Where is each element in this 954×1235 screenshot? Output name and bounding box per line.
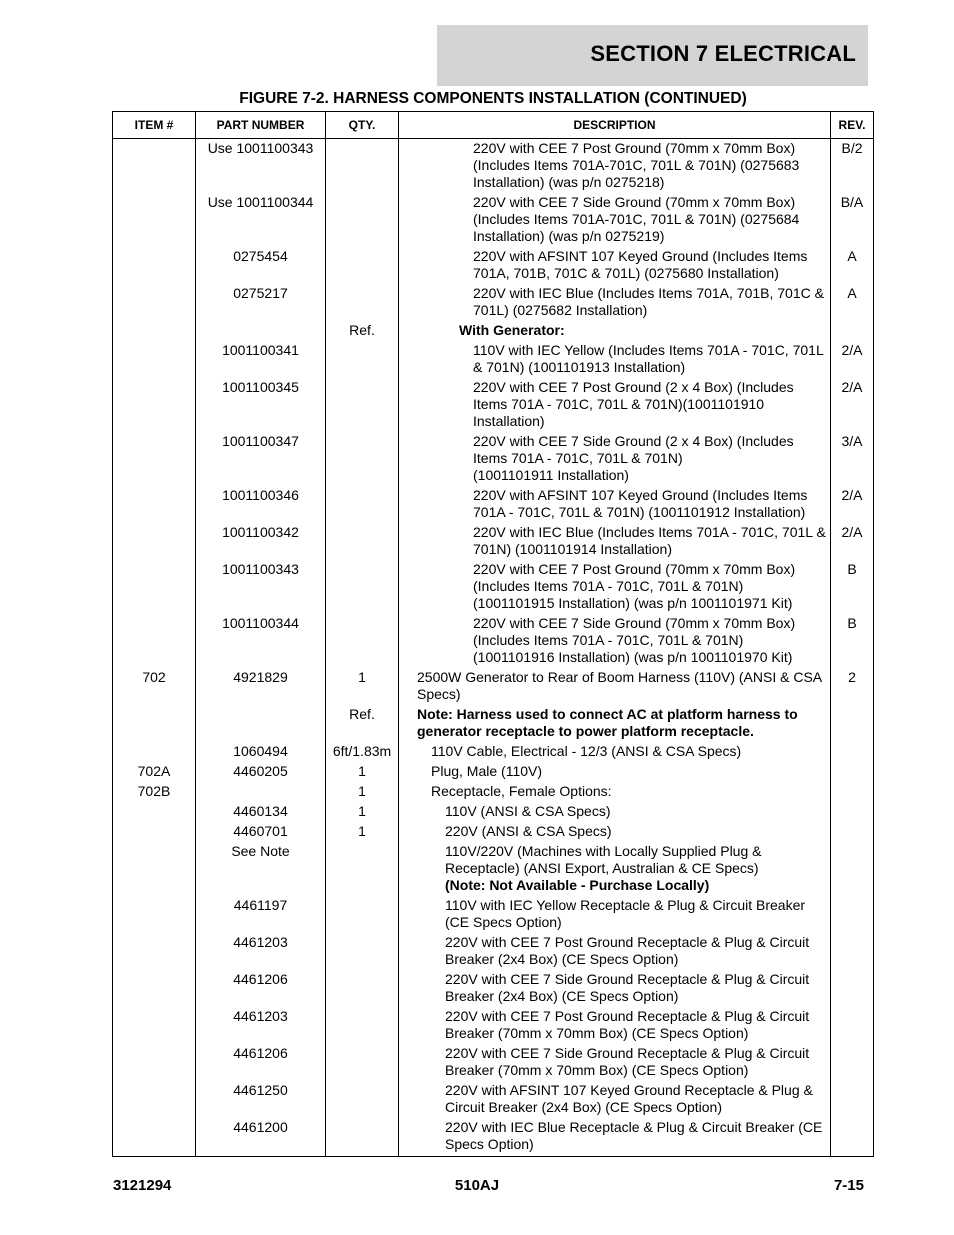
qty-cell — [326, 1008, 399, 1042]
description-text: 220V with IEC Blue Receptacle & Plug & Circuit Breaker (CE Specs Option) — [445, 1119, 823, 1152]
qty-cell: Ref. — [326, 322, 399, 339]
qty-cell: 1 — [326, 763, 399, 780]
item-cell — [113, 322, 196, 339]
description-text: 220V (ANSI & CSA Specs) — [445, 823, 612, 839]
part-number-cell: 4461206 — [196, 1045, 326, 1079]
column-header-part-number: PART NUMBER — [196, 112, 326, 139]
description-cell — [399, 615, 831, 666]
description-text: Plug, Male (110V) — [431, 763, 543, 779]
item-cell — [113, 615, 196, 666]
footer-model: 510AJ — [454, 1177, 500, 1194]
part-number-cell — [196, 783, 326, 800]
description-cell — [399, 669, 831, 703]
part-number-cell: Use 1001100343 — [196, 139, 326, 192]
table-row — [113, 379, 874, 430]
column-header-description: DESCRIPTION — [399, 112, 831, 139]
description-text: 220V with CEE 7 Post Ground Receptacle & Plug & Circuit Breaker (70mm x 70mm Box) (CE Specs Option) — [445, 1008, 810, 1041]
description-text: 220V with CEE 7 Side Ground (2 x 4 Box) (Includes Items 701A - 701C, 701L & 701N) — [473, 433, 794, 466]
item-cell — [113, 1045, 196, 1079]
rev-cell: B — [831, 615, 874, 666]
description-cell — [399, 1082, 831, 1116]
item-cell — [113, 561, 196, 612]
item-cell: 702B — [113, 783, 196, 800]
qty-cell — [326, 971, 399, 1005]
part-number-cell: 1060494 — [196, 743, 326, 760]
part-number-cell: 4461203 — [196, 1008, 326, 1042]
description-text: 220V with CEE 7 Side Ground (70mm x 70mm Box) (Includes Items 701A-701C, 701L & 701N) (0275684 Installation) (was p/n 0275219) — [473, 194, 800, 244]
description-cell — [399, 561, 831, 612]
rev-cell — [831, 1045, 874, 1079]
section-header — [437, 25, 868, 86]
table-row — [113, 934, 874, 968]
item-cell — [113, 194, 196, 245]
item-cell — [113, 934, 196, 968]
qty-cell — [326, 433, 399, 484]
table-row — [113, 823, 874, 840]
footer-doc-number: 3121294 — [113, 1177, 172, 1194]
item-cell — [113, 803, 196, 820]
parts-table — [112, 111, 874, 1157]
rev-cell — [831, 763, 874, 780]
item-cell — [113, 524, 196, 558]
table-row — [113, 561, 874, 612]
table-row — [113, 843, 874, 894]
column-header-item: ITEM # — [113, 112, 196, 139]
part-number-cell: Use 1001100344 — [196, 194, 326, 245]
column-header-rev: REV. — [831, 112, 874, 139]
table-row — [113, 524, 874, 558]
qty-cell — [326, 487, 399, 521]
rev-cell — [831, 743, 874, 760]
part-number-cell: 1001100343 — [196, 561, 326, 612]
rev-cell — [831, 706, 874, 740]
column-header-qty: QTY. — [326, 112, 399, 139]
description-text: 220V with IEC Blue (Includes Items 701A, 701B, 701C & 701L) (0275682 Installation) — [473, 285, 824, 318]
table-row — [113, 803, 874, 820]
rev-cell — [831, 1082, 874, 1116]
qty-cell — [326, 379, 399, 430]
description-text: 220V with AFSINT 107 Keyed Ground Receptacle & Plug & Circuit Breaker (2x4 Box) (CE Specs Option) — [445, 1082, 813, 1115]
table-row — [113, 615, 874, 666]
table-row — [113, 487, 874, 521]
qty-cell — [326, 139, 399, 192]
description-extra-line: (1001101915 Installation) (was p/n 1001101971 Kit) — [473, 595, 793, 611]
qty-cell — [326, 194, 399, 245]
qty-cell — [326, 285, 399, 319]
rev-cell — [831, 1119, 874, 1157]
qty-cell — [326, 524, 399, 558]
description-cell — [399, 971, 831, 1005]
qty-cell: 1 — [326, 803, 399, 820]
description-text: 220V with CEE 7 Side Ground Receptacle & Plug & Circuit Breaker (70mm x 70mm Box) (CE Specs Option) — [445, 1045, 810, 1078]
description-cell — [399, 322, 831, 339]
figure-title: FIGURE 7-2. HARNESS COMPONENTS INSTALLATION (CONTINUED) — [239, 90, 747, 107]
description-cell — [399, 803, 831, 820]
description-cell — [399, 433, 831, 484]
item-cell — [113, 823, 196, 840]
rev-cell — [831, 1008, 874, 1042]
table-row — [113, 139, 874, 192]
item-cell: 702 — [113, 669, 196, 703]
part-number-cell: 1001100344 — [196, 615, 326, 666]
rev-cell — [831, 322, 874, 339]
table-row — [113, 285, 874, 319]
description-cell — [399, 763, 831, 780]
item-cell — [113, 487, 196, 521]
description-cell — [399, 783, 831, 800]
table-row — [113, 1008, 874, 1042]
rev-cell: 2/A — [831, 379, 874, 430]
qty-cell: 1 — [326, 783, 399, 800]
description-cell — [399, 706, 831, 740]
table-row — [113, 248, 874, 282]
rev-cell: 2/A — [831, 524, 874, 558]
table-row — [113, 1119, 874, 1157]
rev-cell — [831, 897, 874, 931]
table-row — [113, 1082, 874, 1116]
part-number-cell: 1001100345 — [196, 379, 326, 430]
table-row — [113, 763, 874, 780]
part-number-cell: 4461206 — [196, 971, 326, 1005]
item-cell — [113, 1008, 196, 1042]
description-text: 220V with AFSINT 107 Keyed Ground (Includes Items 701A - 701C, 701L & 701N) (1001101912 Installation) — [473, 487, 808, 520]
part-number-cell: 4460701 — [196, 823, 326, 840]
description-text: 220V with AFSINT 107 Keyed Ground (Includes Items 701A, 701B, 701C & 701L) (0275680 Installation) — [473, 248, 808, 281]
description-cell — [399, 524, 831, 558]
description-text: 220V with IEC Blue (Includes Items 701A - 701C, 701L & 701N) (1001101914 Installation) — [473, 524, 826, 557]
description-text: 220V with CEE 7 Post Ground Receptacle & Plug & Circuit Breaker (2x4 Box) (CE Specs Option) — [445, 934, 810, 967]
qty-cell: 1 — [326, 823, 399, 840]
section-title: SECTION 7 ELECTRICAL — [590, 41, 856, 66]
table-row — [113, 669, 874, 703]
item-cell: 702A — [113, 763, 196, 780]
part-number-cell: 4460134 — [196, 803, 326, 820]
table-row — [113, 971, 874, 1005]
part-number-cell: 1001100341 — [196, 342, 326, 376]
part-number-cell: 1001100346 — [196, 487, 326, 521]
description-text: 220V with CEE 7 Side Ground (70mm x 70mm Box) (Includes Items 701A - 701C, 701L & 701N) — [473, 615, 796, 648]
qty-cell — [326, 342, 399, 376]
description-cell — [399, 934, 831, 968]
table-row — [113, 433, 874, 484]
item-cell — [113, 433, 196, 484]
qty-cell: 6ft/1.83m — [326, 743, 399, 760]
part-number-cell — [196, 706, 326, 740]
rev-cell — [831, 803, 874, 820]
table-row — [113, 783, 874, 800]
qty-cell — [326, 561, 399, 612]
description-cell — [399, 379, 831, 430]
rev-cell: 2 — [831, 669, 874, 703]
item-cell — [113, 342, 196, 376]
description-text: With Generator: — [459, 322, 565, 338]
part-number-cell: 1001100347 — [196, 433, 326, 484]
rev-cell: B/2 — [831, 139, 874, 192]
item-cell — [113, 897, 196, 931]
rev-cell — [831, 783, 874, 800]
part-number-cell: 0275217 — [196, 285, 326, 319]
description-text: Receptacle, Female Options: — [431, 783, 612, 799]
part-number-cell: 1001100342 — [196, 524, 326, 558]
item-cell — [113, 743, 196, 760]
item-cell — [113, 706, 196, 740]
description-cell — [399, 139, 831, 192]
description-text: 220V with CEE 7 Post Ground (2 x 4 Box) (Includes Items 701A - 701C, 701L & 701N)(1001101910 Installation) — [473, 379, 794, 429]
qty-cell — [326, 1045, 399, 1079]
description-cell — [399, 743, 831, 760]
part-number-cell — [196, 322, 326, 339]
rev-cell: B — [831, 561, 874, 612]
rev-cell — [831, 971, 874, 1005]
description-cell — [399, 487, 831, 521]
qty-cell — [326, 248, 399, 282]
item-cell — [113, 285, 196, 319]
item-cell — [113, 1082, 196, 1116]
qty-cell — [326, 1082, 399, 1116]
table-row — [113, 743, 874, 760]
part-number-cell: See Note — [196, 843, 326, 894]
table-row — [113, 194, 874, 245]
table-body — [113, 139, 874, 1157]
table-row — [113, 706, 874, 740]
rev-cell — [831, 843, 874, 894]
description-cell — [399, 285, 831, 319]
rev-cell: 2/A — [831, 342, 874, 376]
qty-cell: 1 — [326, 669, 399, 703]
item-cell — [113, 1119, 196, 1157]
item-cell — [113, 379, 196, 430]
rev-cell: 2/A — [831, 487, 874, 521]
item-cell — [113, 139, 196, 192]
part-number-cell: 0275454 — [196, 248, 326, 282]
qty-cell — [326, 1119, 399, 1157]
table-row — [113, 1045, 874, 1079]
part-number-cell: 4460205 — [196, 763, 326, 780]
rev-cell: A — [831, 248, 874, 282]
description-text: 110V/220V (Machines with Locally Supplied Plug & Receptacle) (ANSI Export, Australian & CE Specs) — [445, 843, 762, 876]
qty-cell — [326, 897, 399, 931]
description-cell — [399, 1008, 831, 1042]
description-cell — [399, 194, 831, 245]
rev-cell: A — [831, 285, 874, 319]
part-number-cell: 4461200 — [196, 1119, 326, 1157]
description-cell — [399, 843, 831, 894]
item-cell — [113, 248, 196, 282]
part-number-cell: 4921829 — [196, 669, 326, 703]
description-extra-line: (1001101916 Installation) (was p/n 1001101970 Kit) — [473, 649, 793, 665]
description-text: 2500W Generator to Rear of Boom Harness (110V) (ANSI & CSA Specs) — [417, 669, 822, 702]
description-text: 220V with CEE 7 Post Ground (70mm x 70mm Box) (Includes Items 701A-701C, 701L & 701N) (0275683 Installation) (was p/n 0275218) — [473, 140, 800, 190]
rev-cell — [831, 823, 874, 840]
description-cell — [399, 342, 831, 376]
table-row — [113, 322, 874, 339]
description-cell — [399, 823, 831, 840]
description-text: 220V with CEE 7 Post Ground (70mm x 70mm Box) (Includes Items 701A - 701C, 701L & 701N) — [473, 561, 796, 594]
rev-cell: B/A — [831, 194, 874, 245]
qty-cell: Ref. — [326, 706, 399, 740]
footer-page-number: 7-15 — [833, 1177, 864, 1194]
description-cell — [399, 1045, 831, 1079]
qty-cell — [326, 843, 399, 894]
item-cell — [113, 971, 196, 1005]
description-extra-line: (1001101911 Installation) — [473, 467, 629, 483]
description-text: 220V with CEE 7 Side Ground Receptacle & Plug & Circuit Breaker (2x4 Box) (CE Specs Option) — [445, 971, 810, 1004]
part-number-cell: 4461197 — [196, 897, 326, 931]
description-cell — [399, 1119, 831, 1157]
table-header-row — [113, 112, 874, 139]
description-cell — [399, 248, 831, 282]
qty-cell — [326, 934, 399, 968]
item-cell — [113, 843, 196, 894]
description-text: 110V (ANSI & CSA Specs) — [445, 803, 611, 819]
description-text: 110V Cable, Electrical - 12/3 (ANSI & CSA Specs) — [431, 743, 742, 759]
description-extra-line: (Note: Not Available - Purchase Locally) — [445, 877, 710, 893]
rev-cell — [831, 934, 874, 968]
part-number-cell: 4461250 — [196, 1082, 326, 1116]
description-text: Note: Harness used to connect AC at platform harness to generator receptacle to power platform receptacle. — [417, 706, 798, 739]
qty-cell — [326, 615, 399, 666]
part-number-cell: 4461203 — [196, 934, 326, 968]
rev-cell: 3/A — [831, 433, 874, 484]
table-row — [113, 342, 874, 376]
description-text: 110V with IEC Yellow (Includes Items 701A - 701C, 701L & 701N) (1001101913 Installation) — [473, 342, 824, 375]
description-cell — [399, 897, 831, 931]
table-row — [113, 897, 874, 931]
description-text: 110V with IEC Yellow Receptacle & Plug & Circuit Breaker (CE Specs Option) — [445, 897, 806, 930]
